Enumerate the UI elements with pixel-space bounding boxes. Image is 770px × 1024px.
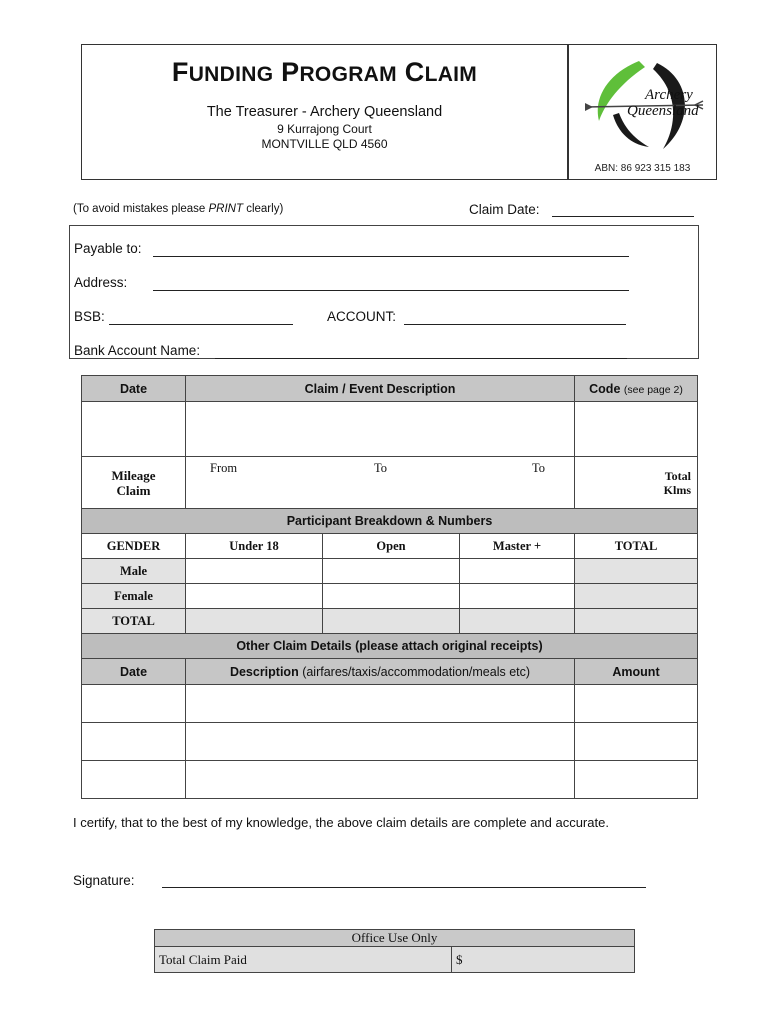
bsb-field[interactable] — [109, 323, 293, 325]
total-master-cell[interactable] — [460, 609, 575, 634]
address-street: 9 Kurrajong Court — [277, 122, 372, 136]
payee-details-box — [69, 225, 699, 359]
total-klms-cell[interactable]: Total Klms — [575, 457, 698, 509]
other-date-cell[interactable] — [82, 723, 186, 761]
office-use-title: Office Use Only — [155, 930, 635, 947]
participant-col-gender: GENDER — [82, 534, 186, 559]
signature-label: Signature: — [73, 873, 135, 888]
participant-col-under18: Under 18 — [186, 534, 323, 559]
print-instruction: (To avoid mistakes please PRINT clearly) — [73, 203, 284, 215]
claim-col-description: Claim / Event Description — [186, 376, 575, 402]
grand-total-cell[interactable] — [575, 609, 698, 634]
address-label: Address: — [74, 275, 128, 290]
other-date-cell[interactable] — [82, 685, 186, 723]
office-use-table — [154, 929, 635, 973]
address-recipient: The Treasurer - Archery Queensland — [206, 104, 443, 120]
other-amount-cell[interactable] — [575, 685, 698, 723]
participant-row-male: Male — [82, 559, 186, 584]
other-description-cell[interactable] — [186, 761, 575, 799]
female-under18-cell[interactable] — [186, 584, 323, 609]
form-title: FUNDING PROGRAM CLAIM — [171, 57, 478, 87]
claim-date-field[interactable] — [552, 215, 694, 217]
certification-statement: I certify, that to the best of my knowledge, the above claim details are complete and accurate. — [73, 815, 609, 830]
address-city: MONTVILLE QLD 4560 — [261, 137, 388, 151]
mileage-claim-label: Mileage Claim — [82, 457, 186, 509]
male-master-cell[interactable] — [460, 559, 575, 584]
other-col-amount: Amount — [575, 659, 698, 685]
participant-col-total: TOTAL — [575, 534, 698, 559]
participant-col-master: Master + — [460, 534, 575, 559]
mileage-route-cell[interactable] — [186, 457, 575, 509]
payable-to-label: Payable to: — [74, 241, 142, 256]
female-open-cell[interactable] — [323, 584, 460, 609]
claim-description-cell[interactable] — [186, 402, 575, 457]
total-claim-paid-field[interactable] — [452, 947, 635, 973]
account-field[interactable] — [404, 323, 626, 325]
form-header — [81, 44, 717, 180]
other-amount-cell[interactable] — [575, 761, 698, 799]
claim-date-label: Claim Date: — [469, 202, 540, 217]
other-col-description: Description (airfares/taxis/accommodation/meals etc) — [186, 659, 575, 685]
male-under18-cell[interactable] — [186, 559, 323, 584]
claim-date-cell[interactable] — [82, 402, 186, 457]
other-amount-cell[interactable] — [575, 723, 698, 761]
other-description-cell[interactable] — [186, 723, 575, 761]
other-claims-section-title: Other Claim Details (please attach original receipts) — [82, 634, 698, 659]
female-master-cell[interactable] — [460, 584, 575, 609]
other-date-cell[interactable] — [82, 761, 186, 799]
other-col-date: Date — [82, 659, 186, 685]
participant-section-title: Participant Breakdown & Numbers — [82, 509, 698, 534]
payable-to-field[interactable] — [153, 255, 629, 257]
account-label: ACCOUNT: — [327, 309, 397, 324]
svg-text:Queensland: Queensland — [627, 103, 699, 119]
female-total-cell[interactable] — [575, 584, 698, 609]
total-under18-cell[interactable] — [186, 609, 323, 634]
signature-field[interactable] — [162, 886, 646, 888]
mileage-to-label-2: To — [532, 461, 546, 475]
svg-text:Archery: Archery — [645, 87, 693, 103]
address-field[interactable] — [153, 289, 629, 291]
abn-number: ABN: 86 923 315 183 — [594, 163, 691, 174]
claim-col-date: Date — [82, 376, 186, 402]
bsb-label: BSB: — [74, 309, 105, 324]
claim-code-cell[interactable] — [575, 402, 698, 457]
currency-symbol: $ — [456, 951, 463, 967]
header-divider — [567, 45, 569, 179]
bank-account-name-label: Bank Account Name: — [74, 343, 201, 358]
participant-row-total: TOTAL — [82, 609, 186, 634]
male-open-cell[interactable] — [323, 559, 460, 584]
archery-queensland-logo — [579, 49, 709, 157]
male-total-cell[interactable] — [575, 559, 698, 584]
participant-row-female: Female — [82, 584, 186, 609]
bank-account-name-field[interactable] — [215, 357, 627, 359]
claim-table — [81, 375, 698, 799]
other-description-cell[interactable] — [186, 685, 575, 723]
mileage-to-label: To — [374, 461, 388, 475]
total-open-cell[interactable] — [323, 609, 460, 634]
total-claim-paid-label: Total Claim Paid — [155, 947, 452, 973]
claim-col-code: Code (see page 2) — [575, 376, 698, 402]
mileage-from-label: From — [210, 461, 238, 475]
participant-col-open: Open — [323, 534, 460, 559]
